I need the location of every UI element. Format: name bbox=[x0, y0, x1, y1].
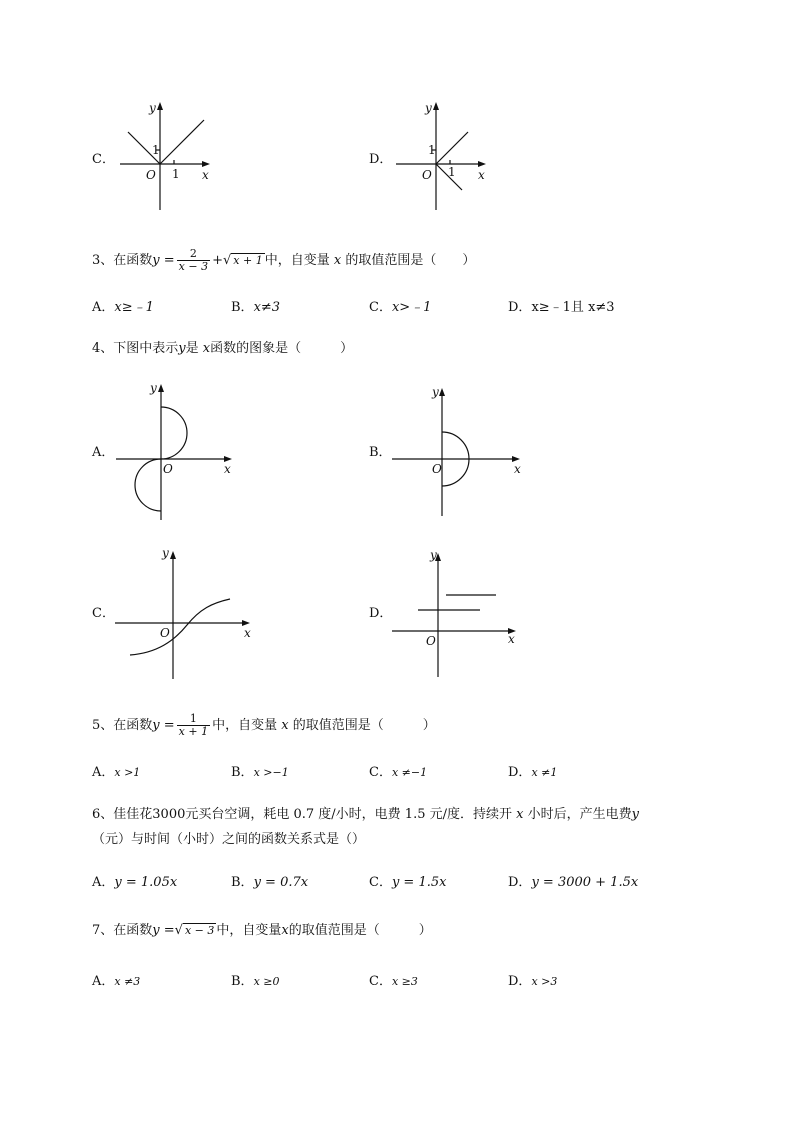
q3-var: x bbox=[333, 253, 342, 268]
q5-option-a[interactable]: A．x >1 bbox=[92, 765, 141, 780]
tick-y-label: 1 bbox=[152, 143, 160, 157]
q3-plus: + bbox=[212, 253, 223, 268]
origin-label: O bbox=[426, 634, 436, 648]
q6-stem-line1: 6、佳佳花3000元买台空调，耗电 0.7 度/小时，电费 1.5 元/度．持续开 x 小时后，产生电费y bbox=[92, 807, 639, 822]
x-label: x bbox=[224, 462, 231, 476]
q4-option-c-label: C． bbox=[92, 606, 115, 621]
y-label: y bbox=[150, 381, 157, 395]
tick-x-label: 1 bbox=[172, 167, 180, 181]
y-axis-arrow bbox=[157, 102, 163, 110]
q4-option-d-label: D． bbox=[369, 606, 393, 621]
q3-y-eq: y = bbox=[152, 253, 175, 268]
origin-label: O bbox=[160, 626, 170, 640]
q7-option-c[interactable]: C．x ≥3 bbox=[369, 974, 418, 989]
q3-suffix: 中，自变量 bbox=[264, 253, 330, 268]
origin-label: O bbox=[422, 168, 432, 182]
q2-option-d-label: D． bbox=[369, 152, 393, 167]
q4-option-b-label: B． bbox=[369, 445, 392, 460]
q2-graph-d bbox=[392, 100, 492, 215]
q2-option-c-label: C． bbox=[92, 152, 115, 167]
line-up bbox=[436, 132, 468, 164]
q5-fraction: $\frac{1}{x + 1}$ bbox=[178, 712, 209, 738]
x-label: x bbox=[202, 168, 209, 182]
q3-suffix2: 的取值范围是（ ） bbox=[345, 253, 476, 268]
origin-label: O bbox=[432, 462, 442, 476]
q6-option-b[interactable]: B．y = 0.7x bbox=[231, 875, 309, 890]
q7-option-a[interactable]: A．x ≠3 bbox=[92, 974, 141, 989]
q7-option-d[interactable]: D．x >3 bbox=[508, 974, 558, 989]
q6-option-a[interactable]: A．y = 1.05x bbox=[92, 875, 178, 890]
q5-option-c[interactable]: C．x ≠−1 bbox=[369, 765, 428, 780]
q3-stem bbox=[92, 248, 475, 273]
y-label: y bbox=[425, 101, 432, 115]
q4-stem: 4、下图中表示y是 x函数的图象是（ ） bbox=[92, 341, 354, 356]
q3-sqrt-body: x + 1 bbox=[233, 254, 263, 267]
q3-fraction bbox=[177, 248, 210, 273]
q4-graph-a bbox=[112, 380, 242, 525]
q4-graph-d bbox=[390, 545, 525, 685]
y-label: y bbox=[432, 385, 439, 399]
lower-semicircle bbox=[135, 459, 161, 511]
line-right bbox=[160, 120, 204, 164]
q3-option-c[interactable]: C．x>﹣1 bbox=[369, 300, 432, 315]
q7-stem: 7、在函数y =√ x − 3 中，自变量x的取值范围是（ ） bbox=[92, 923, 432, 938]
sqrt-icon: √ bbox=[174, 923, 183, 938]
q3-option-d[interactable]: D．x≥﹣1且 x≠3 bbox=[508, 300, 615, 315]
q2-graph-c bbox=[116, 100, 216, 215]
s-curve bbox=[130, 599, 230, 655]
y-label: y bbox=[149, 101, 156, 115]
q3-frac-num: 2 bbox=[177, 248, 210, 261]
q4-graph-b bbox=[390, 382, 530, 522]
q6-stem-line2: （元）与时间（小时）之间的函数关系式是（） bbox=[92, 832, 366, 847]
tick-y-label: 1 bbox=[428, 143, 436, 157]
y-axis-arrow bbox=[158, 384, 164, 392]
q6-option-d[interactable]: D．y = 3000 + 1.5x bbox=[508, 875, 639, 890]
q4-graph-c bbox=[112, 543, 257, 683]
y-axis-arrow bbox=[433, 102, 439, 110]
q6-option-c[interactable]: C．y = 1.5x bbox=[369, 875, 447, 890]
y-axis-arrow bbox=[170, 551, 176, 559]
x-label: x bbox=[244, 626, 251, 640]
origin-label: O bbox=[146, 168, 156, 182]
x-label: x bbox=[478, 168, 485, 182]
q3-option-b[interactable]: B．x≠3 bbox=[231, 300, 281, 315]
q5-stem: 5、在函数y = $\frac{1}{x + 1}$ 中，自变量 x 的取值范围是（ ） bbox=[92, 712, 436, 738]
x-axis-arrow bbox=[202, 161, 210, 167]
q3-option-a[interactable]: A．x≥﹣1 bbox=[92, 300, 154, 315]
y-label: y bbox=[430, 548, 437, 562]
x-label: x bbox=[508, 632, 515, 646]
q5-option-d[interactable]: D．x ≠1 bbox=[508, 765, 558, 780]
x-axis-arrow bbox=[478, 161, 486, 167]
q3-frac-den: x − 3 bbox=[178, 260, 209, 273]
y-label: y bbox=[162, 546, 169, 560]
q7-option-b[interactable]: B．x ≥0 bbox=[231, 974, 280, 989]
q4-option-a-label: A． bbox=[92, 445, 115, 460]
origin-label: O bbox=[163, 462, 173, 476]
sqrt-icon: √ bbox=[222, 253, 232, 268]
x-label: x bbox=[514, 462, 521, 476]
y-axis-arrow bbox=[439, 388, 445, 396]
q5-option-b[interactable]: B．x >−1 bbox=[231, 765, 289, 780]
tick-x-label: 1 bbox=[448, 165, 456, 179]
q3-prefix: 3、在函数 bbox=[92, 253, 153, 268]
upper-semicircle bbox=[161, 407, 187, 459]
